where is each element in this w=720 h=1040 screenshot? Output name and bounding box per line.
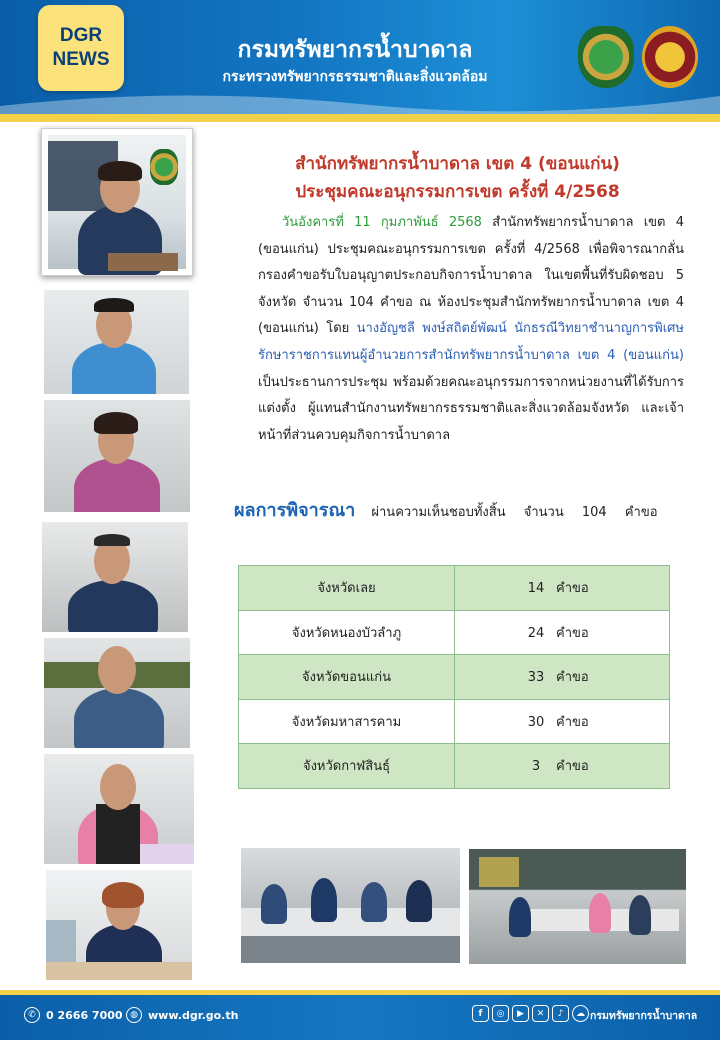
photo-chairperson xyxy=(41,128,193,276)
province-name: จังหวัดเลย xyxy=(239,566,455,611)
result-amount-label: จำนวน xyxy=(523,505,564,520)
request-unit: คำขอ xyxy=(556,625,589,641)
phone-number: 0 2666 7000 xyxy=(46,1008,123,1022)
website-url: www.dgr.go.th xyxy=(148,1008,239,1022)
footer-org-name: กรมทรัพยากรน้ำบาดาล xyxy=(590,1010,698,1022)
table-row xyxy=(239,744,670,789)
department-title: กรมทรัพยากรน้ำบาดาล xyxy=(237,37,473,63)
article-title-line-1: สำนักทรัพยากรน้ำบาดาล เขต 4 (ขอนแก่น) xyxy=(295,154,620,174)
request-count: 3 xyxy=(531,759,541,775)
request-count: 30 xyxy=(527,714,545,730)
result-unit: คำขอ xyxy=(624,505,658,520)
social-icons xyxy=(472,1005,589,1022)
photo-committee-member-4 xyxy=(44,638,190,748)
ministry-seal-logo xyxy=(642,26,698,88)
facebook-icon[interactable]: f xyxy=(472,1005,489,1022)
request-count: 33 xyxy=(527,670,545,686)
article-body-part-1: สำนักทรัพยากรน้ำบาดาล เขต 4 (ขอนแก่น) ประชุมคณะอนุกรรมการเขต ครั้งที่ 4/2568 เพื่อพิจารณากลั่นกรองคำขอรับใบอนุญาตประกอบกิจการน้ำบาดาล ในเขตพื้นที่รับผิดชอบ 5 จังหวัด จำนวน 104 คำขอ ณ ห้องประชุมสำนักทรัพยากรน้ำบาดาล เขต 4 (ขอนแก่น) โดย xyxy=(258,215,684,337)
photo-meeting-room-2 xyxy=(469,849,686,964)
result-text: ผ่านความเห็นชอบทั้งสิ้น xyxy=(371,505,506,520)
line-icon[interactable]: ☁ xyxy=(572,1005,589,1022)
dgr-news-badge xyxy=(38,5,124,91)
table-row xyxy=(239,699,670,744)
footer-phone[interactable] xyxy=(24,1007,123,1023)
photo-committee-member-6 xyxy=(46,870,192,980)
result-label: ผลการพิจารณา xyxy=(234,500,356,521)
article-body-part-2: เป็นประธานการประชุม พร้อมด้วยคณะอนุกรรมการจากหน่วยงานที่ได้รับการแต่งตั้ง ผู้แทนสำนักงานทรัพยากรธรรมชาติและสิ่งแวดล้อมจังหวัด และเจ้าหน้าที่ส่วนควบคุมกิจการน้ำบาดาล xyxy=(258,374,684,443)
request-count: 24 xyxy=(527,625,545,641)
request-unit: คำขอ xyxy=(556,581,589,597)
result-amount: 104 xyxy=(581,505,607,520)
photo-meeting-room-1 xyxy=(241,848,460,963)
header-accent-stripe xyxy=(0,114,720,122)
request-unit: คำขอ xyxy=(556,714,589,730)
globe-icon: ◍ xyxy=(126,1007,142,1023)
photo-committee-member-1 xyxy=(44,290,189,394)
article-body xyxy=(258,210,684,449)
request-count-cell xyxy=(455,566,670,611)
department-seal-logo xyxy=(578,26,634,88)
youtube-icon[interactable]: ▶ xyxy=(512,1005,529,1022)
instagram-icon[interactable]: ◎ xyxy=(492,1005,509,1022)
photo-committee-member-3 xyxy=(42,522,188,632)
x-icon[interactable]: ✕ xyxy=(532,1005,549,1022)
phone-icon: ✆ xyxy=(24,1007,40,1023)
badge-line-1: DGR xyxy=(59,25,103,46)
table-row xyxy=(239,566,670,611)
province-name: จังหวัดกาฬสินธุ์ xyxy=(239,744,455,789)
table-row xyxy=(239,655,670,700)
ministry-subtitle: กระทรวงทรัพยากรธรรมชาติและสิ่งแวดล้อม xyxy=(222,69,488,85)
request-unit: คำขอ xyxy=(556,759,589,775)
province-request-table xyxy=(238,565,670,789)
meeting-date: วันอังคารที่ 11 กุมภาพันธ์ 2568 xyxy=(282,215,482,230)
result-summary xyxy=(234,495,694,524)
photo-committee-member-5 xyxy=(44,754,194,864)
province-name: จังหวัดมหาสารคาม xyxy=(239,699,455,744)
request-count-cell xyxy=(455,655,670,700)
photo-committee-member-2 xyxy=(44,400,190,512)
province-name: จังหวัดขอนแก่น xyxy=(239,655,455,700)
request-count: 14 xyxy=(527,581,545,597)
request-unit: คำขอ xyxy=(556,670,589,686)
request-count-cell xyxy=(455,744,670,789)
chairperson-highlight: นางอัญชลี พงษ์สถิตย์พัฒน์ นักธรณีวิทยาชำนาญการพิเศษ รักษาราชการแทนผู้อำนวยการสำนักทรัพยากรน้ำบาดาล เขต 4 (ขอนแก่น) xyxy=(258,321,684,363)
province-name: จังหวัดหนองบัวลำภู xyxy=(239,610,455,655)
article-title-line-2: ประชุมคณะอนุกรรมการเขต ครั้งที่ 4/2568 xyxy=(295,182,620,202)
tiktok-icon[interactable]: ♪ xyxy=(552,1005,569,1022)
badge-line-2: NEWS xyxy=(52,49,110,70)
footer-website[interactable] xyxy=(126,1007,238,1023)
table-row xyxy=(239,610,670,655)
request-count-cell xyxy=(455,699,670,744)
request-count-cell xyxy=(455,610,670,655)
